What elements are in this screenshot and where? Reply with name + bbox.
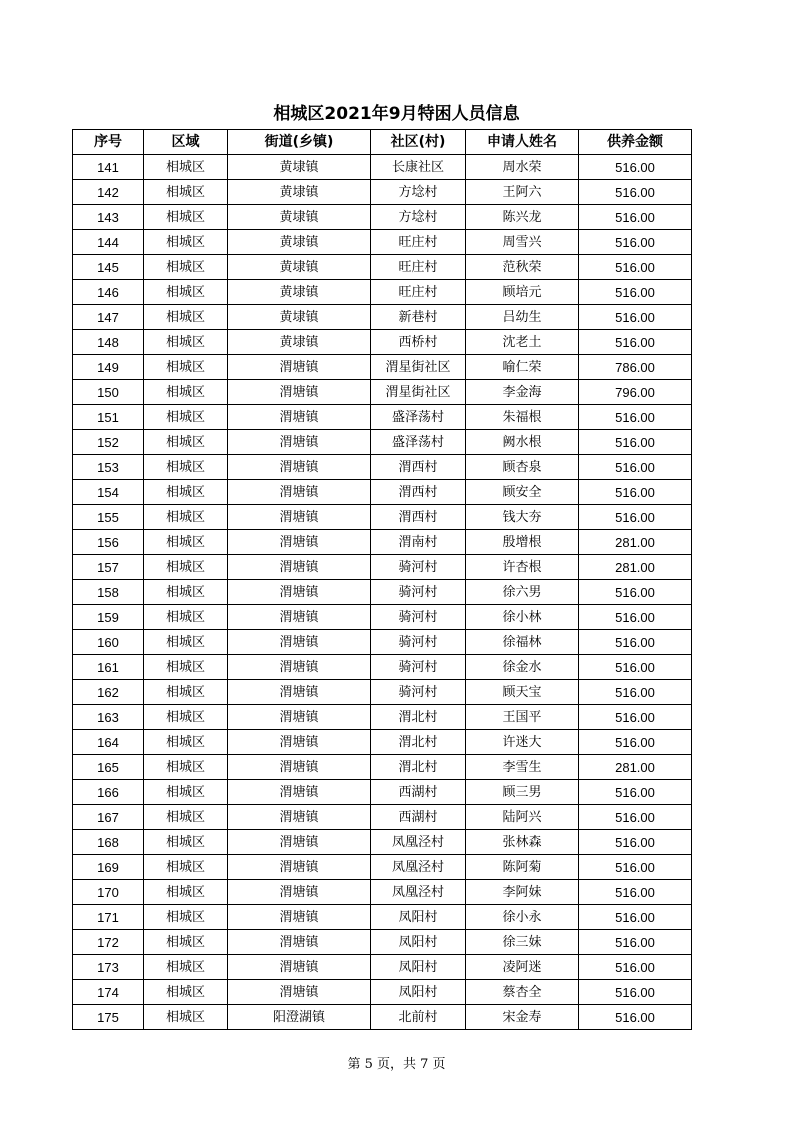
cell-region: 相城区 xyxy=(144,630,228,655)
cell-amount: 516.00 xyxy=(579,905,692,930)
cell-street: 黄埭镇 xyxy=(228,280,371,305)
cell-street: 渭塘镇 xyxy=(228,955,371,980)
cell-applicant: 徐福林 xyxy=(466,630,579,655)
cell-community: 渭星街社区 xyxy=(371,380,466,405)
cell-applicant: 顾杏泉 xyxy=(466,455,579,480)
cell-serial: 159 xyxy=(73,605,144,630)
cell-region: 相城区 xyxy=(144,555,228,580)
cell-applicant: 凌阿迷 xyxy=(466,955,579,980)
cell-community: 凤凰泾村 xyxy=(371,830,466,855)
cell-community: 凤阳村 xyxy=(371,980,466,1005)
cell-region: 相城区 xyxy=(144,580,228,605)
cell-serial: 152 xyxy=(73,430,144,455)
cell-region: 相城区 xyxy=(144,880,228,905)
cell-amount: 281.00 xyxy=(579,755,692,780)
header-community: 社区(村) xyxy=(371,130,466,155)
cell-serial: 175 xyxy=(73,1005,144,1030)
cell-community: 渭北村 xyxy=(371,705,466,730)
cell-serial: 142 xyxy=(73,180,144,205)
cell-community: 渭西村 xyxy=(371,455,466,480)
cell-applicant: 李阿妹 xyxy=(466,880,579,905)
cell-amount: 516.00 xyxy=(579,730,692,755)
cell-community: 渭星街社区 xyxy=(371,355,466,380)
cell-community: 骑河村 xyxy=(371,680,466,705)
table-header-row xyxy=(73,130,692,155)
table-row xyxy=(73,455,692,480)
cell-serial: 157 xyxy=(73,555,144,580)
cell-serial: 143 xyxy=(73,205,144,230)
table-row xyxy=(73,880,692,905)
cell-region: 相城区 xyxy=(144,655,228,680)
table-row xyxy=(73,730,692,755)
cell-region: 相城区 xyxy=(144,230,228,255)
cell-street: 黄埭镇 xyxy=(228,255,371,280)
cell-serial: 153 xyxy=(73,455,144,480)
cell-applicant: 徐金水 xyxy=(466,655,579,680)
cell-region: 相城区 xyxy=(144,605,228,630)
cell-amount: 516.00 xyxy=(579,430,692,455)
cell-applicant: 范秋荣 xyxy=(466,255,579,280)
cell-applicant: 徐三妹 xyxy=(466,930,579,955)
cell-region: 相城区 xyxy=(144,455,228,480)
cell-community: 凤阳村 xyxy=(371,905,466,930)
cell-amount: 516.00 xyxy=(579,305,692,330)
cell-serial: 174 xyxy=(73,980,144,1005)
cell-applicant: 顾培元 xyxy=(466,280,579,305)
cell-community: 旺庄村 xyxy=(371,280,466,305)
header-street: 街道(乡镇) xyxy=(228,130,371,155)
cell-serial: 168 xyxy=(73,830,144,855)
cell-amount: 516.00 xyxy=(579,980,692,1005)
cell-amount: 516.00 xyxy=(579,405,692,430)
cell-amount: 516.00 xyxy=(579,630,692,655)
cell-serial: 161 xyxy=(73,655,144,680)
cell-community: 渭北村 xyxy=(371,755,466,780)
cell-region: 相城区 xyxy=(144,305,228,330)
cell-community: 长康社区 xyxy=(371,155,466,180)
cell-serial: 162 xyxy=(73,680,144,705)
cell-serial: 151 xyxy=(73,405,144,430)
table-row xyxy=(73,405,692,430)
cell-community: 凤凰泾村 xyxy=(371,855,466,880)
cell-amount: 516.00 xyxy=(579,1005,692,1030)
cell-serial: 149 xyxy=(73,355,144,380)
cell-region: 相城区 xyxy=(144,730,228,755)
cell-region: 相城区 xyxy=(144,780,228,805)
cell-region: 相城区 xyxy=(144,955,228,980)
cell-amount: 516.00 xyxy=(579,855,692,880)
table-row xyxy=(73,630,692,655)
cell-street: 渭塘镇 xyxy=(228,580,371,605)
cell-region: 相城区 xyxy=(144,180,228,205)
table-row xyxy=(73,380,692,405)
cell-street: 渭塘镇 xyxy=(228,830,371,855)
cell-community: 旺庄村 xyxy=(371,255,466,280)
cell-serial: 145 xyxy=(73,255,144,280)
table-row xyxy=(73,480,692,505)
cell-community: 骑河村 xyxy=(371,630,466,655)
cell-amount: 516.00 xyxy=(579,180,692,205)
table-row xyxy=(73,855,692,880)
cell-amount: 281.00 xyxy=(579,555,692,580)
cell-region: 相城区 xyxy=(144,830,228,855)
table-row xyxy=(73,255,692,280)
cell-applicant: 陈兴龙 xyxy=(466,205,579,230)
cell-applicant: 宋金寿 xyxy=(466,1005,579,1030)
cell-serial: 169 xyxy=(73,855,144,880)
cell-applicant: 朱福根 xyxy=(466,405,579,430)
cell-amount: 516.00 xyxy=(579,680,692,705)
header-applicant: 申请人姓名 xyxy=(466,130,579,155)
cell-amount: 516.00 xyxy=(579,930,692,955)
cell-applicant: 许迷大 xyxy=(466,730,579,755)
cell-serial: 170 xyxy=(73,880,144,905)
table-row xyxy=(73,980,692,1005)
cell-serial: 165 xyxy=(73,755,144,780)
cell-amount: 516.00 xyxy=(579,480,692,505)
cell-community: 凤阳村 xyxy=(371,930,466,955)
cell-community: 西桥村 xyxy=(371,330,466,355)
header-amount: 供养金额 xyxy=(579,130,692,155)
table-row xyxy=(73,1005,692,1030)
cell-serial: 144 xyxy=(73,230,144,255)
cell-applicant: 沈老土 xyxy=(466,330,579,355)
table-row xyxy=(73,505,692,530)
cell-street: 渭塘镇 xyxy=(228,855,371,880)
cell-amount: 516.00 xyxy=(579,205,692,230)
cell-region: 相城区 xyxy=(144,930,228,955)
cell-serial: 171 xyxy=(73,905,144,930)
cell-community: 渭西村 xyxy=(371,505,466,530)
cell-amount: 516.00 xyxy=(579,955,692,980)
cell-region: 相城区 xyxy=(144,430,228,455)
cell-street: 阳澄湖镇 xyxy=(228,1005,371,1030)
cell-community: 新巷村 xyxy=(371,305,466,330)
cell-region: 相城区 xyxy=(144,405,228,430)
cell-amount: 516.00 xyxy=(579,505,692,530)
cell-street: 渭塘镇 xyxy=(228,630,371,655)
cell-region: 相城区 xyxy=(144,680,228,705)
cell-region: 相城区 xyxy=(144,805,228,830)
cell-region: 相城区 xyxy=(144,505,228,530)
cell-serial: 172 xyxy=(73,930,144,955)
cell-region: 相城区 xyxy=(144,280,228,305)
cell-applicant: 徐小林 xyxy=(466,605,579,630)
cell-community: 西湖村 xyxy=(371,780,466,805)
cell-street: 渭塘镇 xyxy=(228,680,371,705)
cell-applicant: 陈阿菊 xyxy=(466,855,579,880)
table-body xyxy=(73,155,692,1030)
cell-community: 骑河村 xyxy=(371,655,466,680)
cell-applicant: 王阿六 xyxy=(466,180,579,205)
cell-serial: 148 xyxy=(73,330,144,355)
table-row xyxy=(73,430,692,455)
table-row xyxy=(73,330,692,355)
cell-serial: 154 xyxy=(73,480,144,505)
cell-amount: 516.00 xyxy=(579,580,692,605)
table-row xyxy=(73,655,692,680)
cell-region: 相城区 xyxy=(144,155,228,180)
document-title: 相城区2021年9月特困人员信息 xyxy=(273,104,520,124)
cell-street: 渭塘镇 xyxy=(228,605,371,630)
cell-region: 相城区 xyxy=(144,755,228,780)
cell-street: 渭塘镇 xyxy=(228,755,371,780)
cell-serial: 146 xyxy=(73,280,144,305)
table-row xyxy=(73,530,692,555)
cell-street: 黄埭镇 xyxy=(228,330,371,355)
table-row xyxy=(73,755,692,780)
cell-serial: 167 xyxy=(73,805,144,830)
cell-applicant: 徐六男 xyxy=(466,580,579,605)
cell-region: 相城区 xyxy=(144,705,228,730)
header-region: 区域 xyxy=(144,130,228,155)
cell-amount: 516.00 xyxy=(579,655,692,680)
table-row xyxy=(73,280,692,305)
cell-community: 骑河村 xyxy=(371,580,466,605)
cell-serial: 158 xyxy=(73,580,144,605)
cell-community: 北前村 xyxy=(371,1005,466,1030)
cell-serial: 150 xyxy=(73,380,144,405)
cell-applicant: 李雪生 xyxy=(466,755,579,780)
cell-street: 渭塘镇 xyxy=(228,455,371,480)
cell-serial: 147 xyxy=(73,305,144,330)
cell-community: 渭北村 xyxy=(371,730,466,755)
cell-region: 相城区 xyxy=(144,480,228,505)
cell-street: 渭塘镇 xyxy=(228,355,371,380)
cell-street: 渭塘镇 xyxy=(228,905,371,930)
cell-amount: 796.00 xyxy=(579,380,692,405)
table-row xyxy=(73,605,692,630)
cell-community: 骑河村 xyxy=(371,605,466,630)
cell-region: 相城区 xyxy=(144,205,228,230)
cell-street: 渭塘镇 xyxy=(228,655,371,680)
cell-applicant: 蔡杏全 xyxy=(466,980,579,1005)
cell-serial: 173 xyxy=(73,955,144,980)
cell-community: 方埝村 xyxy=(371,205,466,230)
cell-community: 渭西村 xyxy=(371,480,466,505)
cell-applicant: 徐小永 xyxy=(466,905,579,930)
cell-amount: 516.00 xyxy=(579,880,692,905)
table-row xyxy=(73,830,692,855)
table-row xyxy=(73,680,692,705)
cell-serial: 164 xyxy=(73,730,144,755)
cell-applicant: 喻仁荣 xyxy=(466,355,579,380)
cell-applicant: 许杏根 xyxy=(466,555,579,580)
cell-community: 渭南村 xyxy=(371,530,466,555)
cell-street: 渭塘镇 xyxy=(228,930,371,955)
table-row xyxy=(73,230,692,255)
cell-street: 渭塘镇 xyxy=(228,730,371,755)
cell-applicant: 顾三男 xyxy=(466,780,579,805)
cell-applicant: 王国平 xyxy=(466,705,579,730)
cell-applicant: 顾天宝 xyxy=(466,680,579,705)
cell-amount: 516.00 xyxy=(579,280,692,305)
cell-amount: 516.00 xyxy=(579,230,692,255)
cell-amount: 516.00 xyxy=(579,255,692,280)
table-row xyxy=(73,955,692,980)
cell-applicant: 殷增根 xyxy=(466,530,579,555)
cell-applicant: 张林森 xyxy=(466,830,579,855)
table-row xyxy=(73,205,692,230)
cell-street: 黄埭镇 xyxy=(228,180,371,205)
table-row xyxy=(73,355,692,380)
header-serial: 序号 xyxy=(73,130,144,155)
cell-region: 相城区 xyxy=(144,380,228,405)
cell-street: 渭塘镇 xyxy=(228,480,371,505)
cell-applicant: 阙水根 xyxy=(466,430,579,455)
cell-serial: 163 xyxy=(73,705,144,730)
cell-community: 骑河村 xyxy=(371,555,466,580)
table-row xyxy=(73,555,692,580)
cell-community: 凤凰泾村 xyxy=(371,880,466,905)
table-row xyxy=(73,180,692,205)
table-row xyxy=(73,905,692,930)
cell-amount: 516.00 xyxy=(579,455,692,480)
cell-region: 相城区 xyxy=(144,530,228,555)
cell-applicant: 顾安全 xyxy=(466,480,579,505)
cell-street: 渭塘镇 xyxy=(228,380,371,405)
cell-community: 凤阳村 xyxy=(371,955,466,980)
cell-region: 相城区 xyxy=(144,355,228,380)
cell-community: 方埝村 xyxy=(371,180,466,205)
cell-serial: 155 xyxy=(73,505,144,530)
cell-street: 黄埭镇 xyxy=(228,305,371,330)
cell-community: 盛泽荡村 xyxy=(371,430,466,455)
cell-street: 渭塘镇 xyxy=(228,780,371,805)
cell-amount: 516.00 xyxy=(579,780,692,805)
cell-amount: 516.00 xyxy=(579,605,692,630)
table-row xyxy=(73,580,692,605)
cell-community: 盛泽荡村 xyxy=(371,405,466,430)
table-row xyxy=(73,930,692,955)
cell-applicant: 周雪兴 xyxy=(466,230,579,255)
cell-amount: 281.00 xyxy=(579,530,692,555)
cell-region: 相城区 xyxy=(144,1005,228,1030)
cell-amount: 516.00 xyxy=(579,705,692,730)
cell-region: 相城区 xyxy=(144,255,228,280)
cell-street: 黄埭镇 xyxy=(228,230,371,255)
cell-applicant: 李金海 xyxy=(466,380,579,405)
cell-region: 相城区 xyxy=(144,980,228,1005)
cell-street: 渭塘镇 xyxy=(228,880,371,905)
cell-street: 渭塘镇 xyxy=(228,805,371,830)
cell-region: 相城区 xyxy=(144,855,228,880)
cell-amount: 516.00 xyxy=(579,805,692,830)
cell-applicant: 周水荣 xyxy=(466,155,579,180)
cell-amount: 516.00 xyxy=(579,155,692,180)
cell-community: 西湖村 xyxy=(371,805,466,830)
cell-street: 渭塘镇 xyxy=(228,980,371,1005)
cell-region: 相城区 xyxy=(144,905,228,930)
table-row xyxy=(73,305,692,330)
cell-applicant: 陆阿兴 xyxy=(466,805,579,830)
table-row xyxy=(73,705,692,730)
table-row xyxy=(73,805,692,830)
cell-amount: 786.00 xyxy=(579,355,692,380)
cell-street: 渭塘镇 xyxy=(228,705,371,730)
cell-street: 渭塘镇 xyxy=(228,430,371,455)
table-row xyxy=(73,780,692,805)
cell-street: 黄埭镇 xyxy=(228,155,371,180)
cell-applicant: 钱大夯 xyxy=(466,505,579,530)
cell-serial: 141 xyxy=(73,155,144,180)
cell-serial: 156 xyxy=(73,530,144,555)
staff-info-table xyxy=(72,129,692,1030)
cell-applicant: 吕幼生 xyxy=(466,305,579,330)
cell-serial: 160 xyxy=(73,630,144,655)
table-row xyxy=(73,155,692,180)
cell-region: 相城区 xyxy=(144,330,228,355)
cell-amount: 516.00 xyxy=(579,830,692,855)
cell-street: 渭塘镇 xyxy=(228,505,371,530)
page-number: 第 5 页，共 7 页 xyxy=(347,1057,446,1072)
cell-street: 渭塘镇 xyxy=(228,555,371,580)
cell-community: 旺庄村 xyxy=(371,230,466,255)
cell-serial: 166 xyxy=(73,780,144,805)
cell-street: 渭塘镇 xyxy=(228,405,371,430)
cell-amount: 516.00 xyxy=(579,330,692,355)
cell-street: 黄埭镇 xyxy=(228,205,371,230)
cell-street: 渭塘镇 xyxy=(228,530,371,555)
